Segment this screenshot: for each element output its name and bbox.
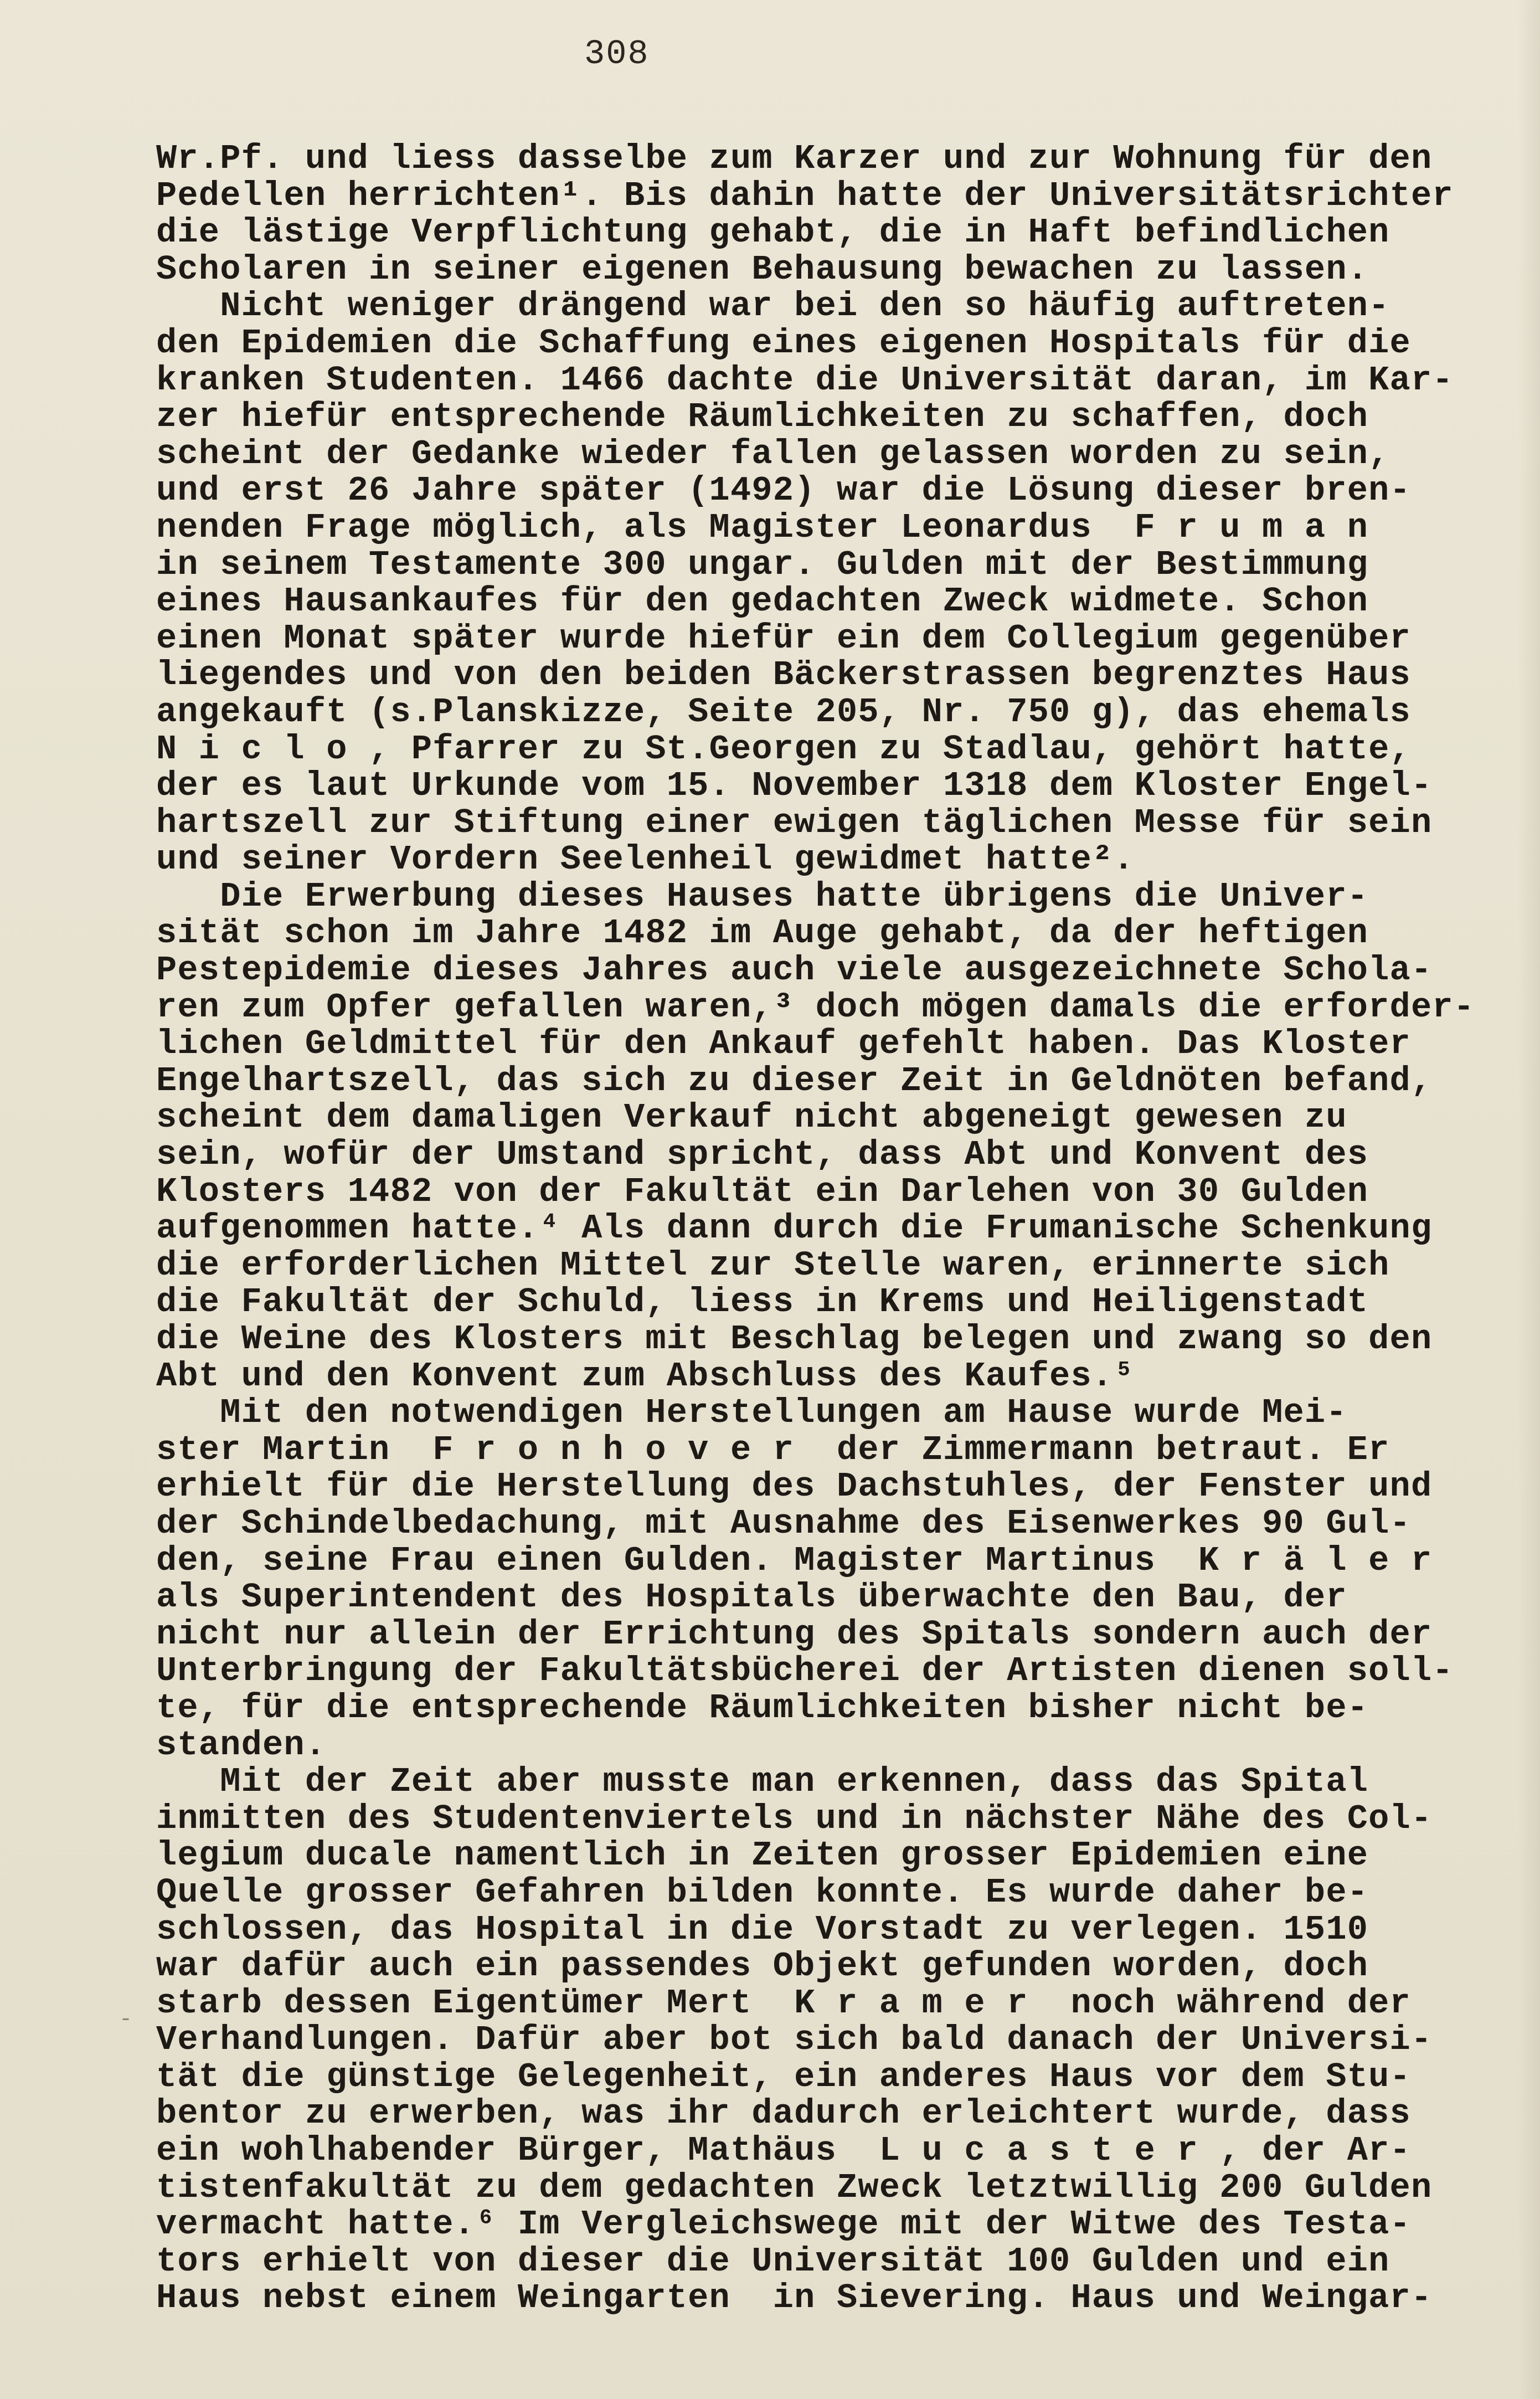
text-line: eines Hausankaufes für den gedachten Zweck widmete. Schon	[156, 582, 1369, 621]
text-line: scheint dem damaligen Verkauf nicht abgeneigt gewesen zu	[156, 1098, 1347, 1138]
text-line: Verhandlungen. Dafür aber bot sich bald danach der Universi-	[156, 2020, 1433, 2060]
text-line: Nicht weniger drängend war bei den so häufig auftreten-	[156, 286, 1390, 326]
text-line: liegendes und von den beiden Bäckerstrassen begrenztes Haus	[156, 655, 1411, 695]
text-line: die erforderlichen Mittel zur Stelle waren, erinnerte sich	[156, 1245, 1390, 1285]
text-line: ster Martin F r o n h o v e r der Zimmermann betraut. Er	[156, 1430, 1390, 1470]
text-line: Scholaren in seiner eigenen Behausung bewachen zu lassen.	[156, 249, 1369, 289]
text-line: starb dessen Eigentümer Mert K r a m e r noch während der	[156, 1983, 1411, 2023]
text-line: erhielt für die Herstellung des Dachstuhles, der Fenster und	[156, 1467, 1433, 1507]
text-line: Klosters 1482 von der Fakultät ein Darlehen von 30 Gulden	[156, 1172, 1369, 1211]
text-line: und erst 26 Jahre später (1492) war die Lösung dieser bren-	[156, 471, 1411, 511]
text-line: Mit der Zeit aber musste man erkennen, dass das Spital	[156, 1762, 1369, 1802]
text-line: kranken Studenten. 1466 dachte die Universität daran, im Kar-	[156, 360, 1454, 400]
text-line: tors erhielt von dieser die Universität 100 Gulden und ein	[156, 2241, 1390, 2281]
text-line: die Fakultät der Schuld, liess in Krems und Heiligenstadt	[156, 1282, 1369, 1322]
text-line: in seinem Testamente 300 ungar. Gulden mit der Bestimmung	[156, 544, 1369, 584]
text-line: te, für die entsprechende Räumlichkeiten bisher nicht be-	[156, 1688, 1369, 1728]
text-line: standen.	[156, 1725, 327, 1765]
text-line: den, seine Frau einen Gulden. Magister Martinus K r ä l e r	[156, 1540, 1433, 1580]
text-line: scheint der Gedanke wieder fallen gelassen worden zu sein,	[156, 434, 1390, 474]
text-line: nicht nur allein der Errichtung des Spitals sondern auch der	[156, 1614, 1433, 1654]
text-line: schlossen, das Hospital in die Vorstadt zu verlegen. 1510	[156, 1909, 1369, 1949]
text-line: sein, wofür der Umstand spricht, dass Abt und Konvent des	[156, 1135, 1369, 1175]
text-line: inmitten des Studentenviertels und in nächster Nähe des Col-	[156, 1799, 1433, 1838]
text-line: Abt und den Konvent zum Abschluss des Kaufes.⁵	[156, 1356, 1135, 1396]
text-line: bentor zu erwerben, was ihr dadurch erleichtert wurde, dass	[156, 2094, 1411, 2134]
text-line: Pedellen herrichten¹. Bis dahin hatte der Universitätsrichter	[156, 176, 1454, 215]
text-line: legium ducale namentlich in Zeiten grosser Epidemien eine	[156, 1836, 1369, 1876]
text-line: und seiner Vordern Seelenheil gewidmet hatte².	[156, 840, 1135, 880]
text-line: einen Monat später wurde hiefür ein dem Collegium gegenüber	[156, 618, 1411, 658]
page-edge-shadow	[1518, 0, 1540, 2399]
text-line: ren zum Opfer gefallen waren,³ doch mögen damals die erforder-	[156, 987, 1475, 1027]
text-line: vermacht hatte.⁶ Im Vergleichswege mit der Witwe des Testa-	[156, 2205, 1411, 2244]
text-line: angekauft (s.Planskizze, Seite 205, Nr. 750 g), das ehemals	[156, 692, 1411, 732]
page-number: 308	[584, 34, 650, 74]
text-line: tistenfakultät zu dem gedachten Zweck letztwillig 200 Gulden	[156, 2167, 1433, 2207]
body-text	[156, 141, 1507, 2317]
text-line: die lästige Verpflichtung gehabt, die in Haft befindlichen	[156, 213, 1390, 253]
text-line: als Superintendent des Hospitals überwachte den Bau, der	[156, 1578, 1347, 1617]
text-line: Unterbringung der Fakultätsbücherei der Artisten dienen soll-	[156, 1651, 1454, 1691]
text-line: der Schindelbedachung, mit Ausnahme des Eisenwerkes 90 Gul-	[156, 1503, 1411, 1543]
text-line: Die Erwerbung dieses Hauses hatte übrigens die Univer-	[156, 876, 1369, 916]
text-line: aufgenommen hatte.⁴ Als dann durch die Frumanische Schenkung	[156, 1209, 1433, 1249]
text-line: Haus nebst einem Weingarten in Sievering. Haus und Weingar-	[156, 2278, 1433, 2318]
text-line: nenden Frage möglich, als Magister Leonardus F r u m a n	[156, 507, 1369, 547]
text-line: die Weine des Klosters mit Beschlag belegen und zwang so den	[156, 1319, 1433, 1359]
text-line: Wr.Pf. und liess dasselbe zum Karzer und zur Wohnung für den	[156, 139, 1433, 178]
text-line: war dafür auch ein passendes Objekt gefunden worden, doch	[156, 1946, 1369, 1986]
text-line: Mit den notwendigen Herstellungen am Hause wurde Mei-	[156, 1393, 1347, 1433]
text-line: hartszell zur Stiftung einer ewigen täglichen Messe für sein	[156, 803, 1433, 843]
text-line: den Epidemien die Schaffung eines eigenen Hospitals für die	[156, 323, 1411, 363]
text-line: Engelhartszell, das sich zu dieser Zeit in Geldnöten befand,	[156, 1061, 1433, 1101]
text-line: Quelle grosser Gefahren bilden konnte. Es wurde daher be-	[156, 1872, 1369, 1912]
text-line: lichen Geldmittel für den Ankauf gefehlt haben. Das Kloster	[156, 1024, 1411, 1064]
text-line: ein wohlhabender Bürger, Mathäus L u c a s t e r , der Ar-	[156, 2131, 1411, 2171]
text-line: N i c l o , Pfarrer zu St.Georgen zu Stadlau, gehört hatte,	[156, 729, 1411, 769]
text-line: Pestepidemie dieses Jahres auch viele ausgezeichnete Schola-	[156, 951, 1433, 990]
text-line: zer hiefür entsprechende Räumlichkeiten zu schaffen, doch	[156, 397, 1369, 437]
text-line: sität schon im Jahre 1482 im Auge gehabt, da der heftigen	[156, 913, 1369, 953]
text-line: der es laut Urkunde vom 15. November 1318 dem Kloster Engel-	[156, 766, 1433, 806]
text-line: tät die günstige Gelegenheit, ein anderes Haus vor dem Stu-	[156, 2057, 1411, 2097]
margin-mark: -	[119, 2007, 133, 2032]
